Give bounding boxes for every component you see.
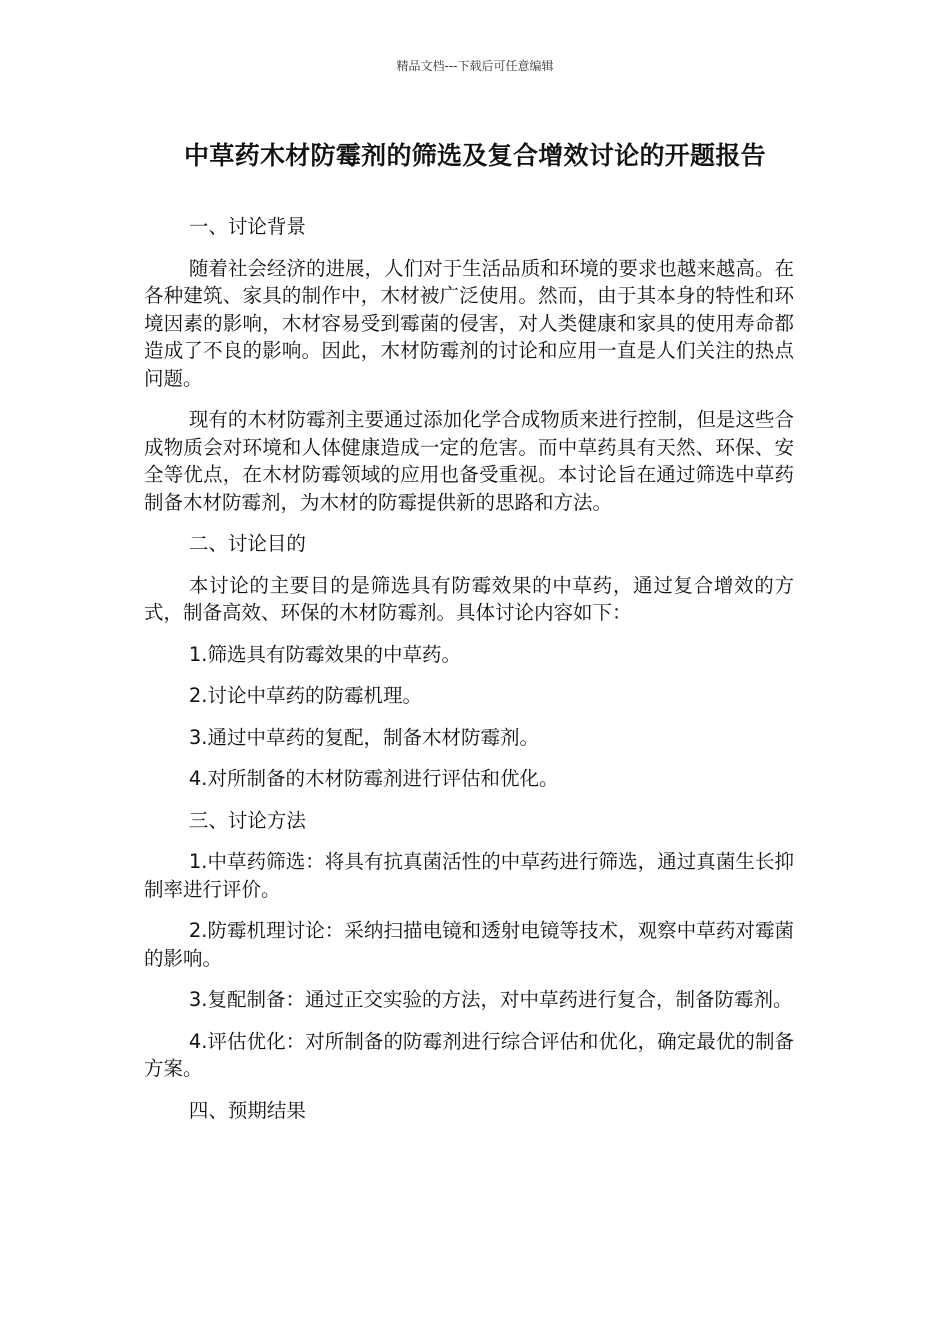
list-item-method-2: 2.防霉机理讨论：采纳扫描电镜和透射电镜等技术，观察中草药对霉菌的影响。 [144, 919, 794, 970]
paragraph-purpose: 本讨论的主要目的是筛选具有防霉效果的中草药，通过复合增效的方式，制备高效、环保的木材防霉剂。具体讨论内容如下： [144, 573, 794, 624]
list-item-purpose-2: 2.讨论中草药的防霉机理。 [188, 684, 422, 707]
paragraph-background-1: 随着社会经济的进展，人们对于生活品质和环境的要求也越来越高。在各种建筑、家具的制作中，木材被广泛使用。然而，由于其本身的特性和环境因素的影响，木材容易受到霉菌的侵害，对人类健康和家具的使用寿命都造成了不良的影响。因此，木材防霉剂的讨论和应用一直是人们关注的热点问题。 [144, 256, 794, 390]
list-item-purpose-4: 4.对所制备的木材防霉剂进行评估和优化。 [188, 767, 559, 790]
document-title: 中草药木材防霉剂的筛选及复合增效讨论的开题报告 [184, 141, 766, 170]
list-item-purpose-1: 1.筛选具有防霉效果的中草药。 [188, 642, 461, 666]
page-header-note: 精品文档---下载后可任意编辑 [396, 59, 554, 73]
document-body [144, 213, 794, 1138]
section-heading-expected-results: 四、预期结果 [188, 1098, 306, 1122]
section-heading-background: 一、讨论背景 [188, 215, 306, 238]
list-item-purpose-3: 3.通过中草药的复配，制备木材防霉剂。 [188, 725, 539, 749]
paragraph-background-2: 现有的木材防霉剂主要通过添加化学合成物质来进行控制，但是这些合成物质会对环境和人体健康造成一定的危害。而中草药具有天然、环保、安全等优点，在木材防霉领域的应用也备受重视。本讨论旨在通过筛选中草药制备木材防霉剂，为木材的防霉提供新的思路和方法。 [144, 408, 794, 514]
list-item-method-3: 3.复配制备：通过正交实验的方法，对中草药进行复合，制备防霉剂。 [188, 988, 793, 1011]
section-heading-purpose: 二、讨论目的 [188, 532, 306, 555]
list-item-method-1: 1.中草药筛选：将具有抗真菌活性的中草药进行筛选，通过真菌生长抑制率进行评价。 [144, 850, 794, 901]
section-heading-methods: 三、讨论方法 [188, 808, 306, 832]
list-item-method-4: 4.评估优化：对所制备的防霉剂进行综合评估和优化，确定最优的制备方案。 [144, 1029, 794, 1080]
